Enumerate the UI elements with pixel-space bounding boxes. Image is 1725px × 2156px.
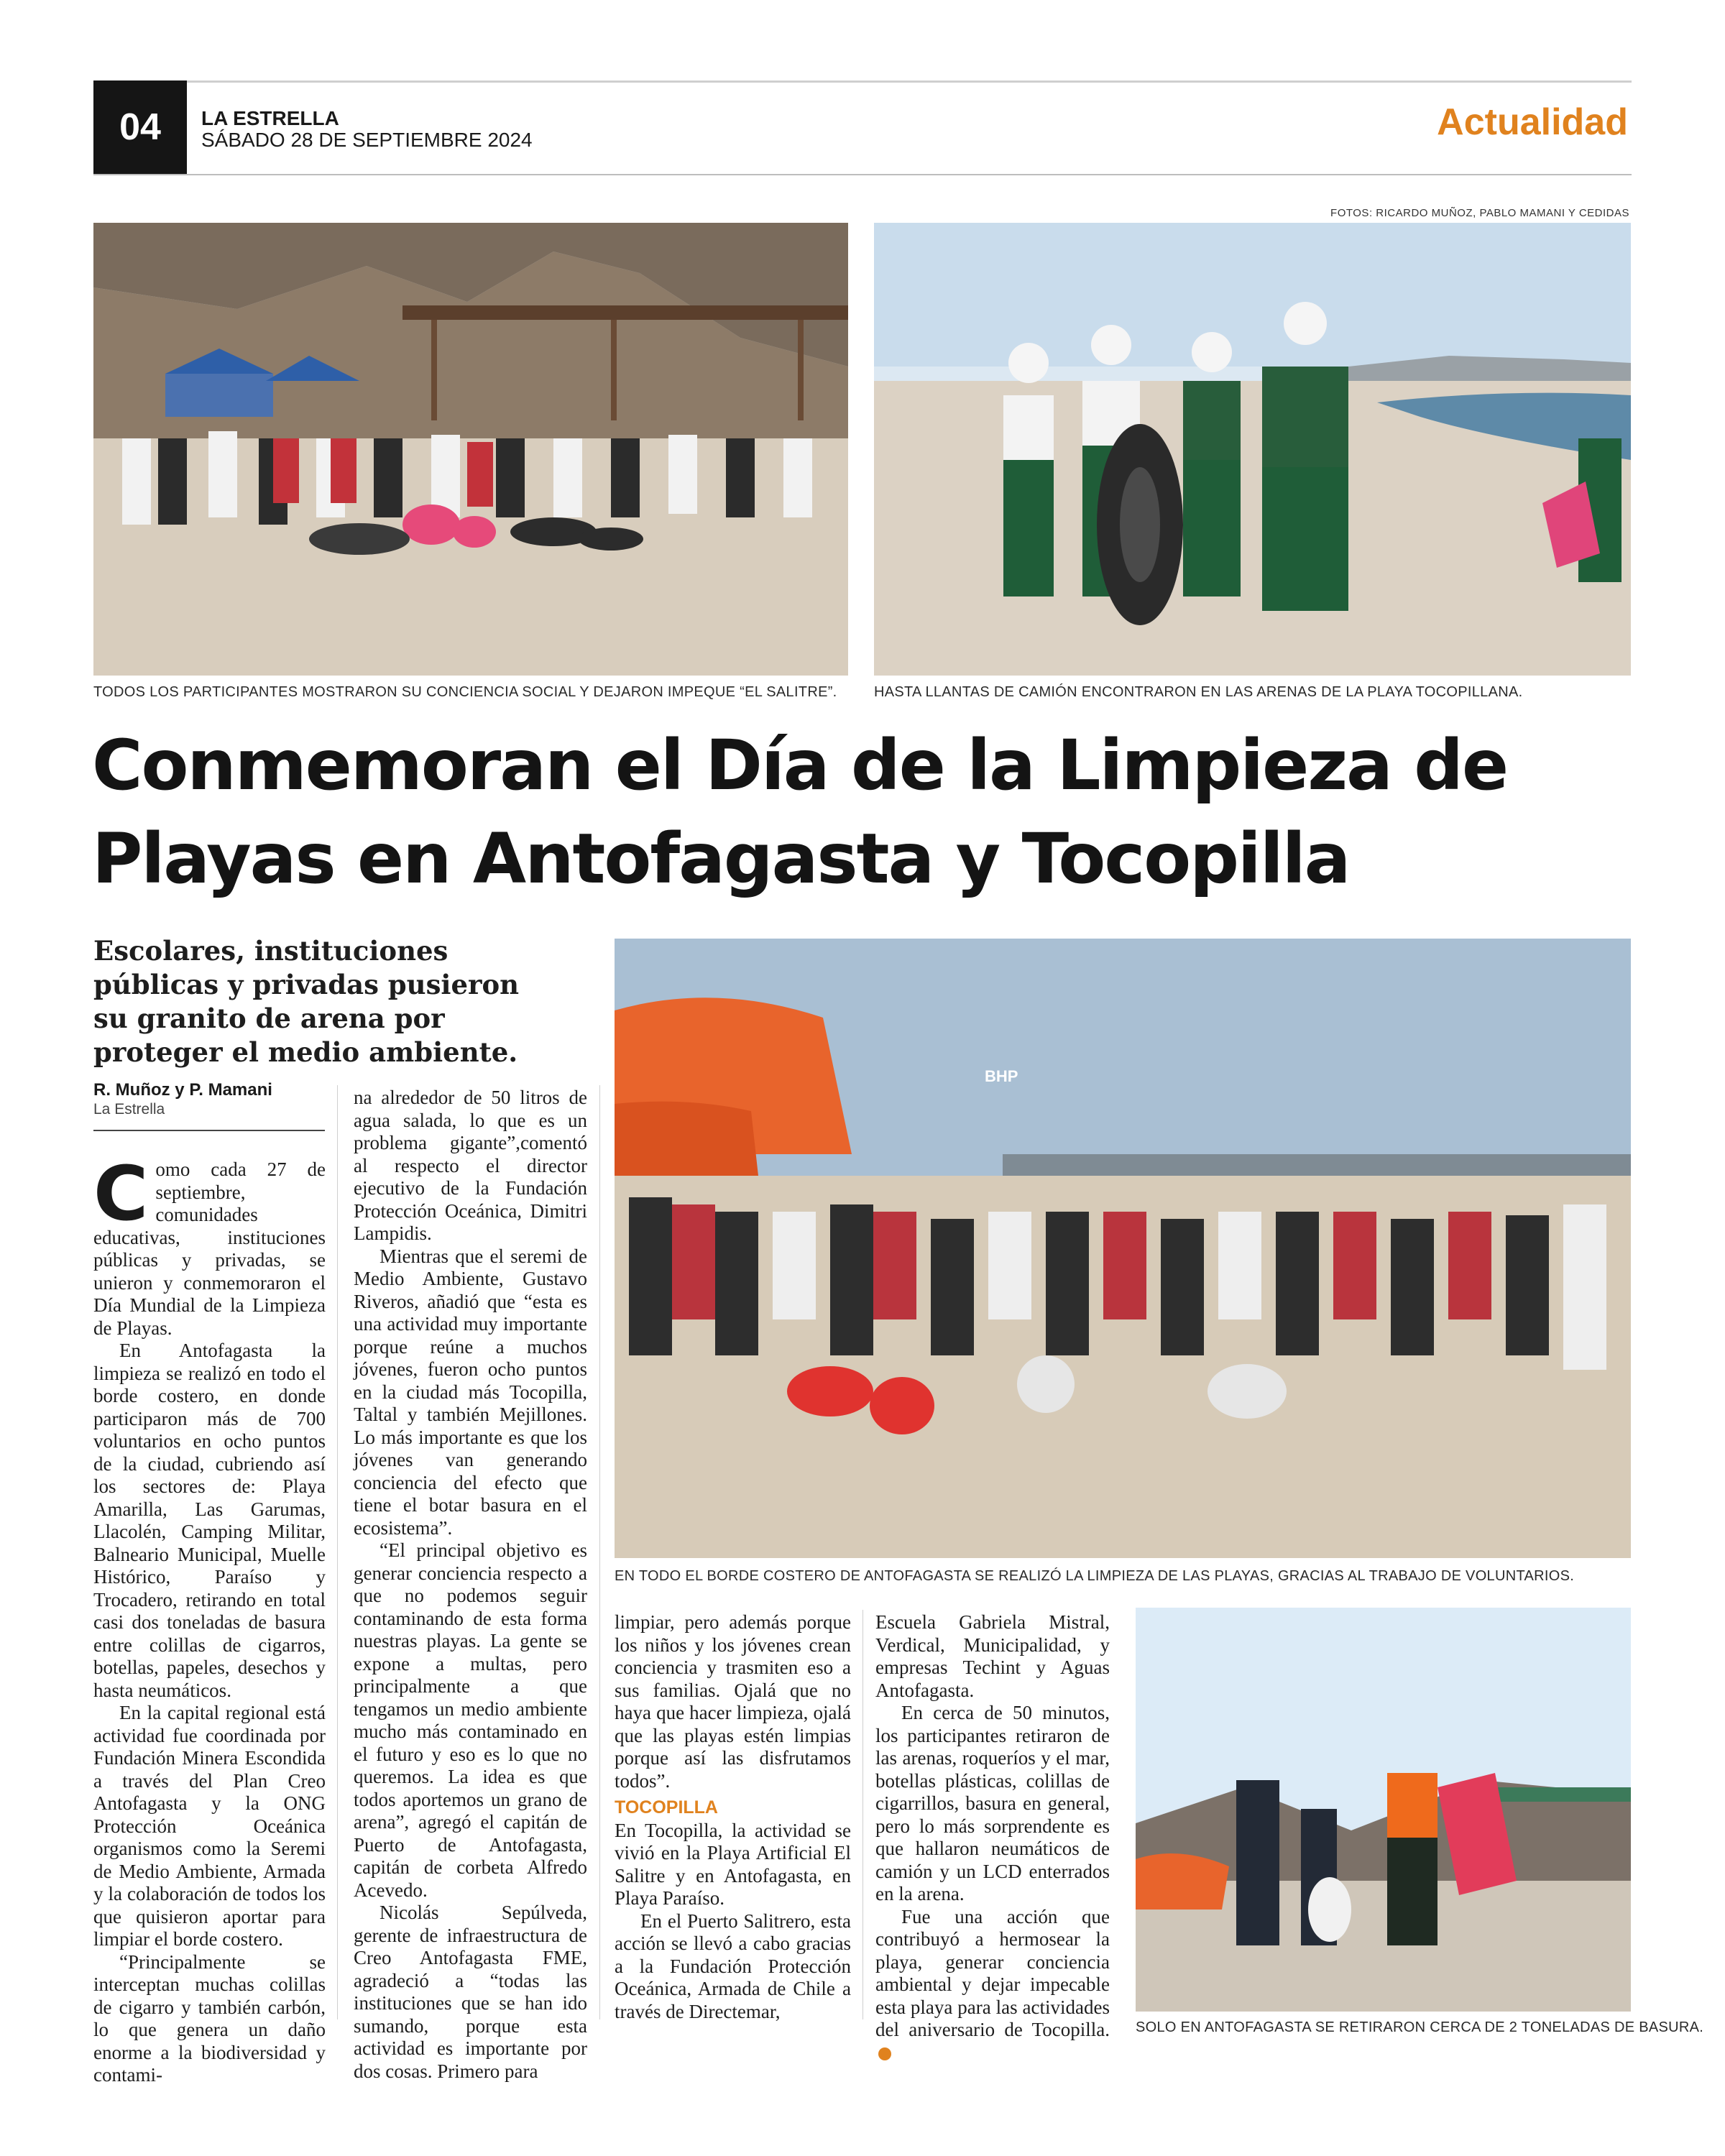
paragraph: limpiar, pero además porque los niños y los jóvenes crean conciencia y trasmiten eso a sus familias. Ojalá que no haya que hacer limpieza, ojalá que las playas estén limpias porque así las disfrutamos todos”. (615, 1611, 851, 1792)
paragraph: En Tocopilla, la actividad se vivió en la Playa Artificial El Salitre y en Antofagasta, en Playa Paraíso. (615, 1819, 851, 1909)
paragraph: Fue una acción que contribuyó a hermosear la playa, generar conciencia ambiental y dejar impecable esta playa para las actividades del aniversario de Tocopilla. (875, 1905, 1110, 2040)
byline (93, 1080, 272, 1119)
paragraph: En la capital regional está actividad fue coordinada por Fundación Minera Escondida a través del Plan Creo Antofagasta y la ONG Protección Oceánica organismos como la Seremi de Medio Ambiente, Armada y la colaboración de todos los que quisieron aportar para limpiar el borde costero. (93, 1702, 326, 1950)
article-column-3 (615, 1611, 851, 2023)
paragraph: En cerca de 50 minutos, los participantes retiraron de las arenas, roqueríos y el mar, botellas plásticas, colillas de cigarrillos, basura en general, pero lo más sorprendente es que hallaron neumáticos de camión y un LCD enterrados en la arena. (875, 1702, 1110, 1904)
article-column-2 (354, 1087, 587, 2083)
photo-caption: SOLO EN ANTOFAGASTA SE RETIRARON CERCA DE 2 TONELADAS DE BASURA. (1136, 2019, 1704, 2035)
headline-line-2: Playas en Antofagasta y Tocopilla (92, 819, 1350, 899)
article-deck: Escolares, instituciones públicas y privadas pusieron su granito de arena por proteger el medio ambiente. (93, 935, 520, 1068)
section-label: Actualidad (1437, 101, 1628, 143)
paragraph: En Antofagasta la limpieza se realizó en todo el borde costero, en donde participaron más de 700 voluntarios en ocho puntos de la ciudad, cubriendo así los sectores de: Playa Amarilla, Las Garumas, Llacolén, Camping Militar, Balneario Municipal, Muelle Histórico, Paraíso y Trocadero, retirando en total casi dos toneladas de basura entre colillas de cigarros, botellas, papeles, desechos y hasta neumáticos. (93, 1340, 326, 1701)
tent-brand-label: BHP (985, 1067, 1018, 1085)
paragraph: omo cada 27 de septiembre, comunidades educativas, instituciones públicas y privadas, se unieron y conmemoraron el Día Mundial de la Limpieza de Playas. (93, 1158, 326, 1339)
photo-trash-collection (1136, 1608, 1631, 2012)
page-number: 04 (93, 80, 187, 174)
photo-truck-tire (874, 223, 1631, 676)
byline-authors: R. Muñoz y P. Mamani (93, 1080, 272, 1100)
paragraph: Escuela Gabriela Mistral, Verdical, Municipalidad, y empresas Techint y Aguas Antofagasta. (875, 1611, 1110, 1701)
paragraph: En el Puerto Salitrero, esta acción se llevó a cabo gracias a la Fundación Protección Oceánica, Armada de Chile a través de Directemar, (615, 1909, 851, 2022)
column-divider (599, 1085, 600, 2019)
end-mark-icon (878, 2047, 891, 2060)
photo-caption: TODOS LOS PARTICIPANTES MOSTRARON SU CONCIENCIA SOCIAL Y DEJARON IMPEQUE “EL SALITRE”. (93, 684, 837, 700)
photo-antofagasta-volunteers (615, 939, 1631, 1558)
article-column-1 (93, 1150, 326, 2087)
paragraph: “El principal objetivo es generar conciencia respecto a que no podemos seguir contaminando de esta forma nuestras playas. La gente se expone a multas, pero principalmente a que tengamos un medio ambiente mucho más contaminado en el futuro y eso es lo que no queremos. La idea es que todos aportemos un grano de arena”, agregó el capitán de Puerto de Antofagasta, capitán de corbeta Alfredo Acevedo. (354, 1539, 587, 1901)
paragraph: Nicolás Sepúlveda, gerente de infraestructura de Creo Antofagasta FME, agradeció a “todas las instituciones que se han ido sumando, porque esta actividad es importante por dos cosas. Primero para (354, 1902, 587, 2082)
header-rule (93, 174, 1632, 175)
paragraph: Mientras que el seremi de Medio Ambiente, Gustavo Riveros, añadió que “esta es una actividad muy importante porque reúne a muchos jóvenes, fueron ocho puntos en la ciudad más Tocopilla, Taltal y también Mejillones. Lo más importante es que los jóvenes van generando conciencia del efecto que tiene el botar basura en el ecosistema”. (354, 1245, 587, 1539)
drop-cap: C (93, 1150, 149, 1238)
photo-caption: EN TODO EL BORDE COSTERO DE ANTOFAGASTA SE REALIZÓ LA LIMPIEZA DE LAS PLAYAS, GRACIAS AL TRABAJO DE VOLUNTARIOS. (615, 1568, 1575, 1584)
masthead (201, 108, 533, 151)
column-divider (862, 1610, 863, 2019)
newspaper-name: LA ESTRELLA (201, 107, 339, 129)
article-headline (92, 719, 1637, 906)
paragraph: na alrededor de 50 litros de agua salada, lo que es un problema gigante”,comentó al respecto el director ejecutivo de la Fundación Protección Oceánica, Dimitri Lampidis. (354, 1087, 587, 1244)
byline-rule (93, 1130, 325, 1131)
column-divider (337, 1085, 338, 2019)
byline-organization: La Estrella (93, 1101, 165, 1118)
top-rule (93, 80, 1632, 83)
photo-caption: HASTA LLANTAS DE CAMIÓN ENCONTRARON EN LAS ARENAS DE LA PLAYA TOCOPILLANA. (874, 684, 1523, 700)
headline-line-1: Conmemoran el Día de la Limpieza de (92, 725, 1508, 806)
article-column-4 (875, 1611, 1110, 2064)
subhead-tocopilla: TOCOPILLA (615, 1797, 718, 1818)
photo-credit: FOTOS: RICARDO MUÑOZ, PABLO MAMANI Y CEDIDAS (1330, 207, 1629, 219)
issue-date: SÁBADO 28 DE SEPTIEMBRE 2024 (201, 129, 533, 151)
photo-el-salitre-group (93, 223, 848, 676)
paragraph: “Principalmente se interceptan muchas colillas de cigarro y también carbón, lo que genera un daño enorme a la biodiversidad y contami- (93, 1950, 326, 2086)
